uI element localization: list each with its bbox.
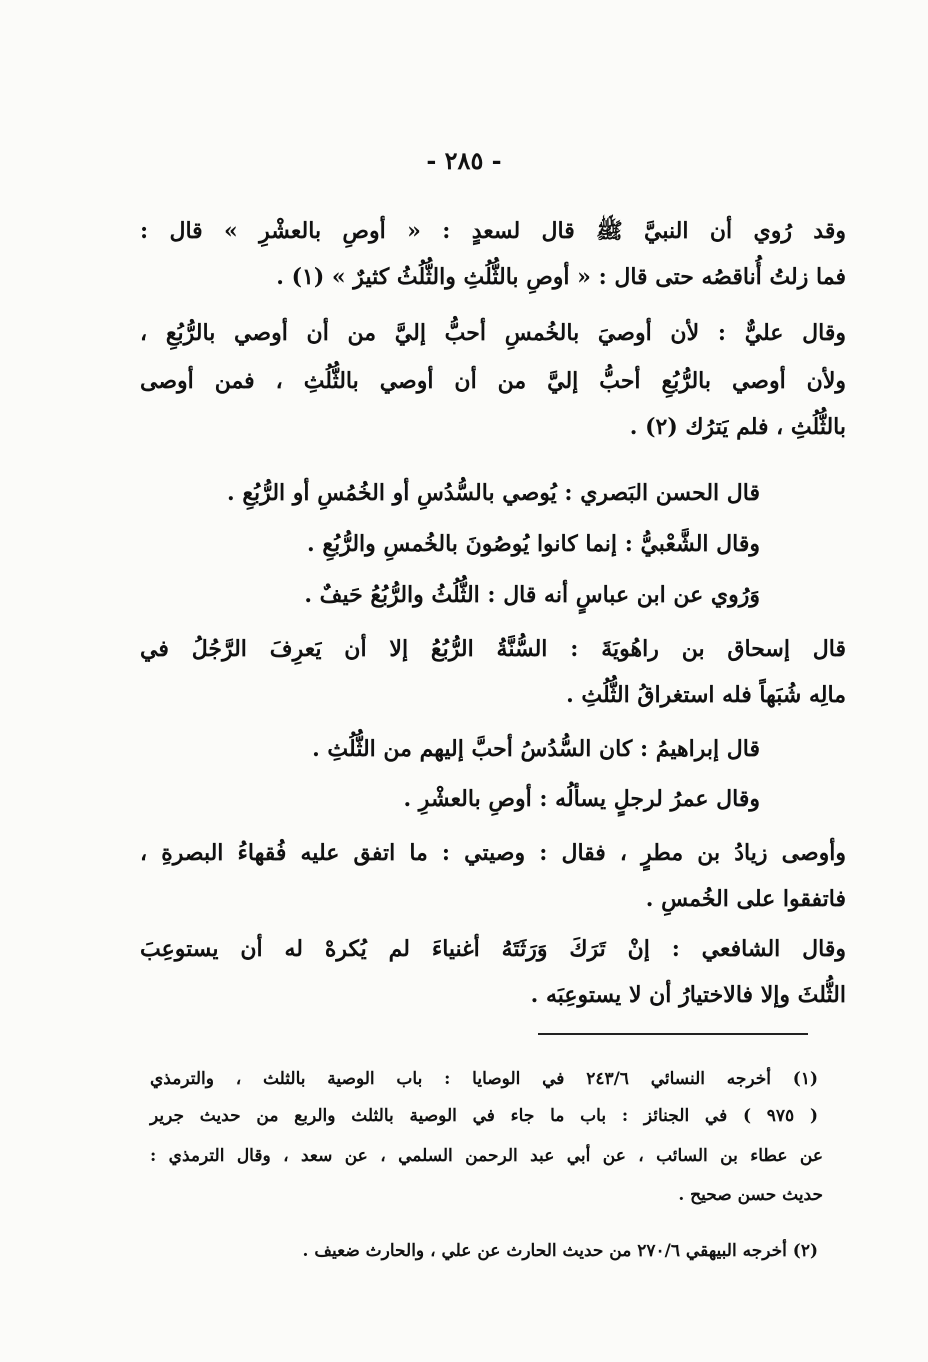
footnote-1-line-3: عن عطاء بن السائب ، عن أبي عبد الرحمن السلمي ، عن سعد ، وقال الترمذي : xyxy=(150,1146,823,1166)
footnote-divider xyxy=(538,1033,808,1035)
body-line-13: وأوصى زيادُ بن مطرٍ ، فقال : وصيتي : ما اتفق عليه فُقهاءُ البصرةِ ، xyxy=(140,840,846,866)
footnote-1-line-4: حديث حسن صحيح . xyxy=(678,1185,823,1205)
body-line-14: فاتفقوا على الخُمسِ . xyxy=(645,886,846,912)
body-line-3: وقال عليٌّ : لأن أوصيَ بالخُمسِ أحبُّ إليَّ من أن أوصي بالرُّبُعِ ، xyxy=(140,320,846,346)
body-line-5: بالثُّلُثِ ، فلم يَترُك (٢) . xyxy=(629,414,846,440)
body-line-11: قال إبراهيمُ : كان السُّدُسُ أحبَّ إليهم من الثُّلُثِ . xyxy=(312,736,760,762)
body-line-7: وقال الشَّعْبيُّ : إنما كانوا يُوصُونَ بالخُمسِ والرُّبُعِ . xyxy=(307,531,760,557)
body-line-8: وَرُوي عن ابن عباسٍ أنه قال : الثُّلُثُ والرُّبُعُ حَيفٌ . xyxy=(304,582,760,608)
body-line-10: مالِه شُبَهاً فله استغراقُ الثُّلُثِ . xyxy=(566,682,846,708)
footnote-2: (٢) أخرجه البيهقي ٢٧٠/٦ من حديث الحارث عن علي ، والحارث ضعيف . xyxy=(302,1241,818,1261)
footnote-1-line-2: ( ٩٧٥ ) في الجنائز : باب ما جاء في الوصية بالثلث والربع من حديث جرير xyxy=(150,1106,819,1126)
page-number: - ٢٨٥ - xyxy=(426,146,502,175)
footnote-1-line-1: (١) أخرجه النسائي ٢٤٣/٦ في الوصايا : باب الوصية بالثلث ، والترمذي xyxy=(150,1069,818,1089)
body-line-16: الثُّلثَ وإلا فالاختيارُ أن لا يستوعِبَه . xyxy=(530,982,846,1008)
body-line-4: ولأن أوصي بالرُّبُعِ أحبُّ إليَّ من أن أوصي بالثُّلُثِ ، فمن أوصى xyxy=(140,368,846,394)
body-line-9: قال إسحاق بن راهُويَةَ : السُّنَّةُ الرُّبُعُ إلا أن يَعرِفَ الرَّجُلُ في xyxy=(140,636,846,662)
body-line-12: وقال عمرُ لرجلٍ يسألُه : أوصِ بالعشْرِ . xyxy=(403,786,760,812)
body-line-1: وقد رُوي أن النبيَّ ﷺ قال لسعدٍ : « أوصِ بالعشْرِ » قال : xyxy=(140,218,846,244)
body-line-2: فما زلتُ أُناقصُه حتى قال : « أوصِ بالثُّلُثِ والثُّلُثُ كثيرٌ » (١) . xyxy=(276,264,846,290)
body-line-15: وقال الشافعي : إنْ تَرَكَ وَرَثَتَهُ أغنياءَ لم يُكرهْ له أن يستوعِبَ xyxy=(140,936,846,962)
body-line-6: قال الحسن البَصري : يُوصي بالسُّدُسِ أو الخُمُسِ أو الرُّبُعِ . xyxy=(227,480,760,506)
